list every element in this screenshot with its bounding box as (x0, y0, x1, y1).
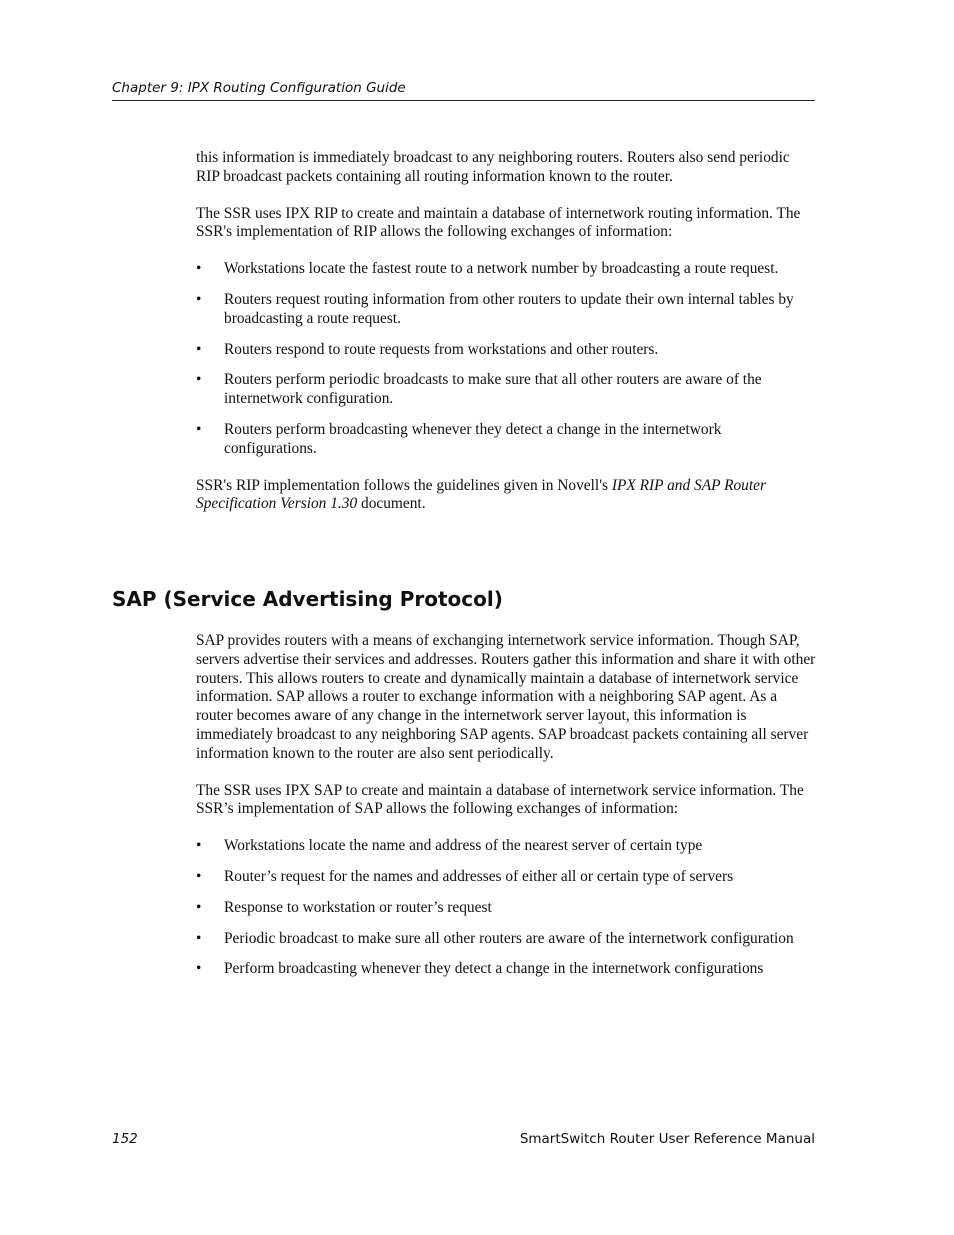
list-item-text: Perform broadcasting whenever they detect a change in the internetwork configurations (224, 960, 764, 978)
running-footer (112, 1131, 815, 1147)
page-number: 152 (112, 1131, 138, 1147)
list-item (196, 421, 816, 459)
manual-title: SmartSwitch Router User Reference Manual (519, 1131, 815, 1147)
bullet-list (196, 260, 816, 458)
bullet-icon: • (196, 420, 202, 438)
list-item (196, 899, 816, 918)
document-title: IPX RIP and SAP Router Specification Version 1.30 (196, 476, 766, 513)
sap-section (196, 632, 816, 997)
list-item (196, 930, 816, 949)
paragraph: The SSR uses IPX SAP to create and maintain a database of internetwork service information. The SSR’s implementation of SAP allows the following exchanges of information: (196, 781, 804, 818)
bullet-icon: • (196, 340, 202, 358)
bullet-icon: • (196, 898, 202, 916)
list-item-text: Workstations locate the name and address of the nearest server of certain type (224, 837, 703, 855)
chapter-title: Chapter 9: IPX Routing Configuration Guide (112, 80, 406, 96)
paragraph: this information is immediately broadcast to any neighboring routers. Routers also send periodic RIP broadcast packets containing all routing information known to the router. (196, 149, 790, 185)
list-item-text: Periodic broadcast to make sure all other routers are aware of the internetwork configuration (224, 929, 794, 947)
paragraph: The SSR uses IPX RIP to create and maintain a database of internetwork routing information. The SSR's implementation of RIP allows the following exchanges of information: (196, 204, 801, 241)
list-item-text: Routers respond to route requests from workstations and other routers. (224, 340, 659, 358)
rip-section (196, 149, 816, 532)
paragraph (196, 477, 816, 515)
list-item (196, 341, 816, 360)
list-item-text: Routers request routing information from other routers to update their own internal tables by broadcasting a route request. (224, 290, 794, 327)
list-item (196, 291, 816, 329)
bullet-icon: • (196, 960, 202, 978)
list-item (196, 837, 816, 856)
bullet-icon: • (196, 371, 202, 389)
bullet-list (196, 837, 816, 979)
bullet-icon: • (196, 290, 202, 308)
text-run: document. (357, 495, 426, 513)
list-item (196, 960, 816, 979)
list-item (196, 260, 816, 279)
text-run: SSR's RIP implementation follows the guidelines given in Novell's (196, 476, 612, 494)
bullet-icon: • (196, 867, 202, 885)
list-item (196, 868, 816, 887)
list-item (196, 371, 816, 409)
bullet-icon: • (196, 929, 202, 947)
running-header (112, 79, 815, 101)
bullet-icon: • (196, 260, 202, 278)
list-item-text: Workstations locate the fastest route to a network number by broadcasting a route request. (224, 260, 779, 278)
list-item-text: Response to workstation or router’s request (224, 898, 492, 916)
list-item-text: Routers perform broadcasting whenever they detect a change in the internetwork configurations. (224, 420, 722, 457)
paragraph: SAP provides routers with a means of exchanging internetwork service information. Though SAP, servers advertise their services and addresses. Routers gather this information and share it with other routers. This allows routers to create and dynamically maintain a database of internetwork service information. SAP allows a router to exchange information with a neighboring SAP agent. As a router becomes aware of any change in the internetwork server layout, this information is immediately broadcast to any neighboring SAP agents. SAP broadcast packets containing all server information known to the router are also sent periodically. (196, 632, 816, 762)
bullet-icon: • (196, 837, 202, 855)
list-item-text: Routers perform periodic broadcasts to make sure that all other routers are aware of the internetwork configuration. (224, 371, 762, 408)
list-item-text: Router’s request for the names and addresses of either all or certain type of servers (224, 867, 734, 885)
section-heading: SAP (Service Advertising Protocol) (112, 587, 503, 611)
